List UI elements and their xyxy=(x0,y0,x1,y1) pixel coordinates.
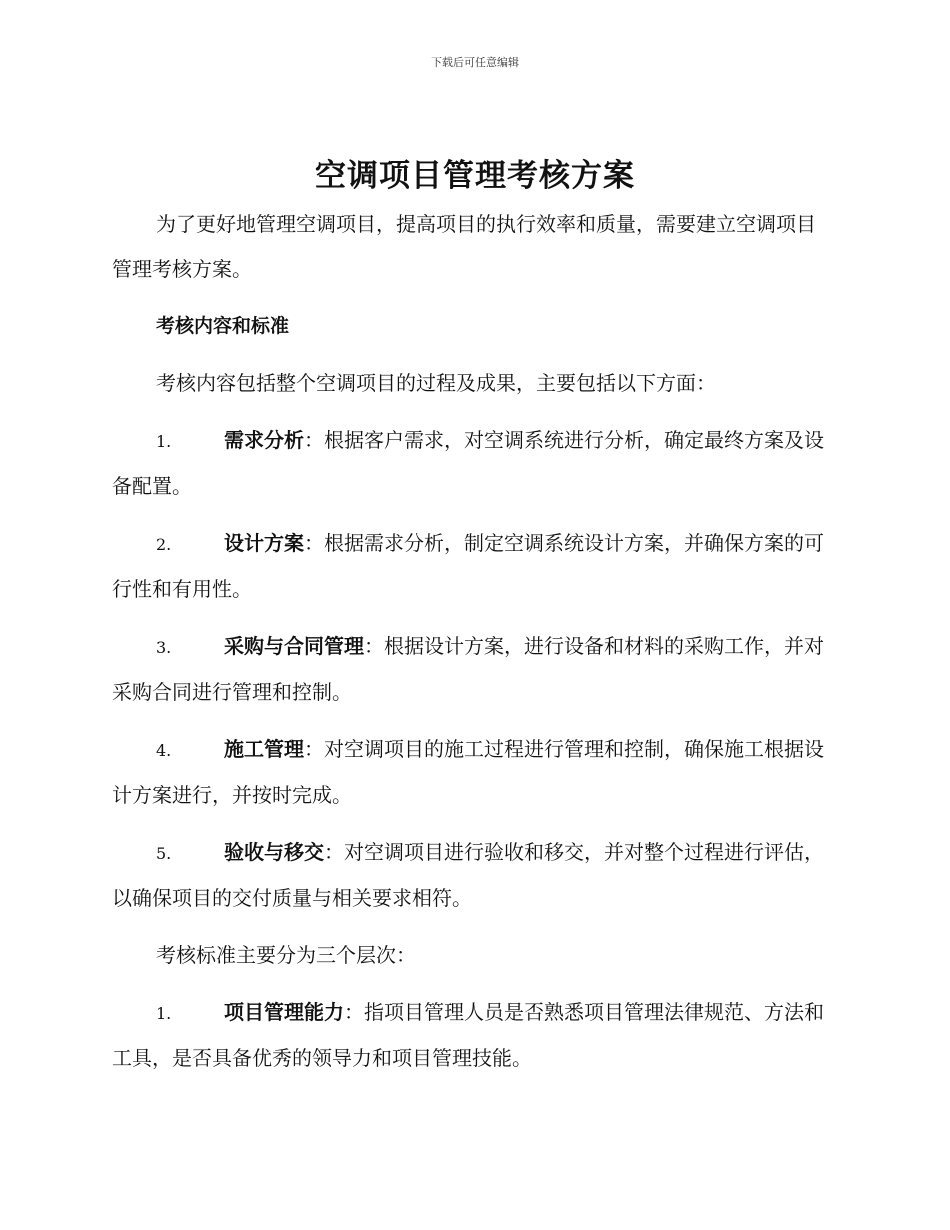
list-item xyxy=(112,521,832,612)
list-text: ：指项目管理人员是否熟悉项目管理法律规范、方法和工具，是否具备优秀的领导力和项目管理技能。 xyxy=(112,1000,824,1070)
intro-paragraph: 为了更好地管理空调项目，提高项目的执行效率和质量，需要建立空调项目管理考核方案。 xyxy=(112,212,816,281)
section-heading: 考核内容和标准 xyxy=(156,315,290,337)
list-number: 1. xyxy=(156,1004,172,1023)
list-text: ：根据设计方案，进行设备和材料的采购工作，并对采购合同进行管理和控制。 xyxy=(112,634,824,704)
list-number: 4. xyxy=(156,741,172,760)
list-item xyxy=(112,830,832,921)
list-number: 3. xyxy=(156,638,172,657)
list-item xyxy=(112,418,832,509)
list-item xyxy=(112,624,832,715)
list-term: 设计方案 xyxy=(224,531,304,555)
list-term: 施工管理 xyxy=(224,737,304,761)
content-lead-paragraph: 考核内容包括整个空调项目的过程及成果，主要包括以下方面： xyxy=(156,371,716,395)
list-item xyxy=(112,727,832,818)
list-term: 验收与移交 xyxy=(224,840,324,864)
list-term: 采购与合同管理 xyxy=(224,634,364,658)
list-number: 5. xyxy=(156,844,172,863)
list-text: ：对空调项目的施工过程进行管理和控制，确保施工根据设计方案进行，并按时完成。 xyxy=(112,737,824,807)
list-item xyxy=(112,990,832,1081)
list-text: ：对空调项目进行验收和移交，并对整个过程进行评估，以确保项目的交付质量与相关要求相符。 xyxy=(112,840,824,910)
document-title: 空调项目管理考核方案 xyxy=(315,158,635,194)
page-header: 下载后可任意编辑 xyxy=(431,56,519,69)
document-body xyxy=(112,202,832,1093)
list-text: ：根据客户需求，对空调系统进行分析，确定最终方案及设备配置。 xyxy=(112,428,824,498)
list-number: 1. xyxy=(156,432,172,451)
list-term: 需求分析 xyxy=(224,428,304,452)
list-term: 项目管理能力 xyxy=(224,1000,344,1024)
list-number: 2. xyxy=(156,535,172,554)
list-text: ：根据需求分析，制定空调系统设计方案，并确保方案的可行性和有用性。 xyxy=(112,531,824,601)
standard-lead-paragraph: 考核标准主要分为三个层次： xyxy=(156,943,416,967)
